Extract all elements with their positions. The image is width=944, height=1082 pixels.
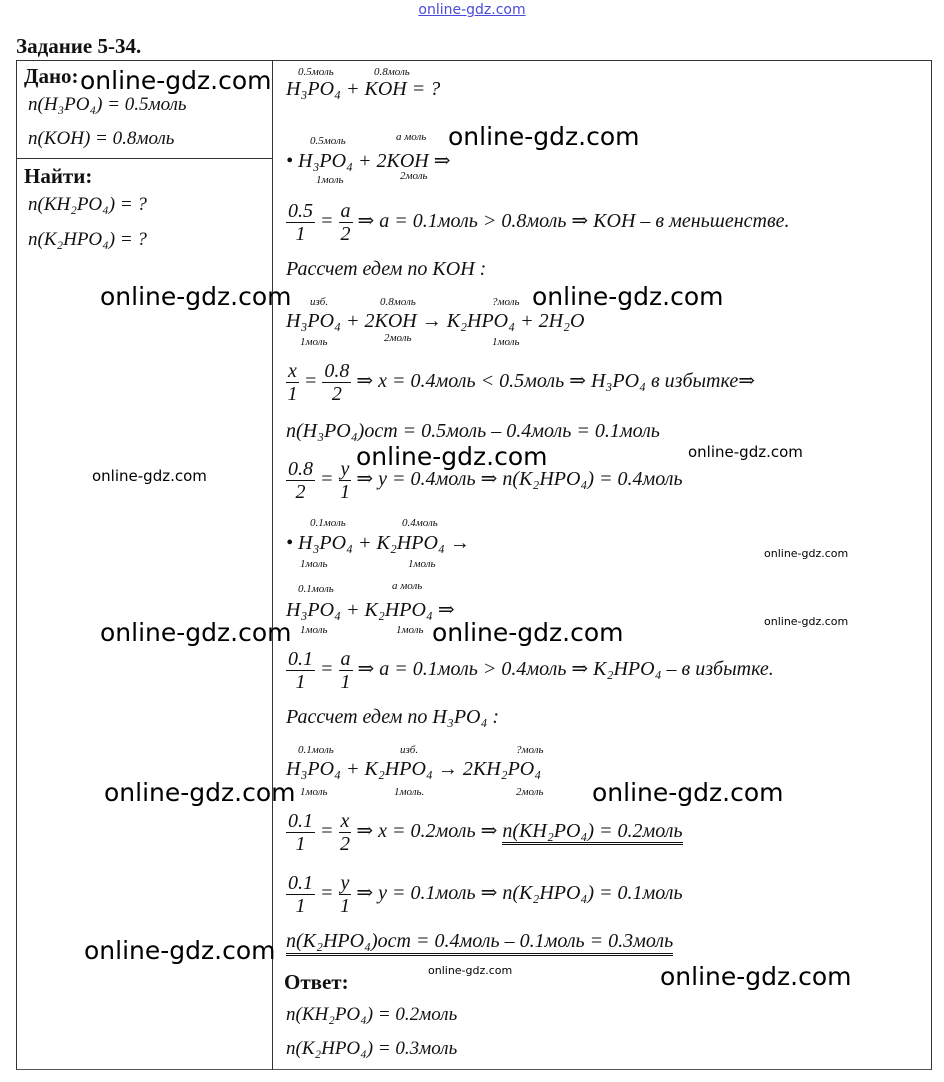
given-line: n(KOH) = 0.8моль [28, 128, 175, 149]
amount-label: ?моль [516, 744, 544, 756]
amount-label: 2моль [384, 332, 412, 344]
watermark: online-gdz.com [100, 618, 292, 647]
amount-label: 1моль [300, 336, 328, 348]
watermark: online-gdz.com [660, 962, 852, 991]
amount-label: 2моль [516, 786, 544, 798]
find-line: n(K₂HPO₄) = ? [28, 229, 147, 250]
fraction-denominator: 1 [339, 895, 350, 917]
amount-label: 0.5моль [298, 66, 334, 78]
fraction-denominator: 2 [339, 833, 350, 855]
amount-label: 0.1моль [298, 583, 334, 595]
reaction-equation: H₃PO₄ + KOH = ? [286, 78, 441, 100]
fraction-numerator: 0.8 [288, 458, 313, 480]
fraction-numerator: 0.8 [324, 360, 350, 382]
reaction-equation: • H₃PO₄ + K₂HPO₄ → [286, 532, 470, 554]
given-find-divider [16, 158, 273, 159]
fraction-denominator: 1 [295, 895, 306, 917]
amount-label: 1моль [300, 624, 328, 636]
fraction-denominator: 2 [331, 383, 342, 405]
fraction-numerator: y [340, 872, 350, 894]
proportion-result: ⇒ x = 0.4моль < 0.5моль ⇒ H₃PO₄ в избытке⇒ [356, 370, 755, 393]
proportion-step: ⇒ x = 0.2моль ⇒ [356, 820, 498, 843]
result-kh2po4: n(KH₂PO₄) = 0.2моль [502, 820, 682, 845]
proportion-result: ⇒ y = 0.4моль ⇒ n(K₂HPO₄) = 0.4моль [356, 468, 683, 491]
fraction-denominator: 1 [339, 481, 350, 503]
amount-label: 1моль [316, 174, 344, 186]
answer-line: n(K₂HPO₄) = 0.3моль [286, 1038, 458, 1059]
amount-label: ?моль [492, 296, 520, 308]
proportion-line: $\frac{x}{1}$ = $\frac{0.8}{2}$ ⇒ x = 0.4моль < 0.5моль ⇒ H₃PO₄ в избытке⇒ [287, 360, 755, 405]
proportion-line: $\frac{0.1}{1}$ = $\frac{y}{1}$ ⇒ y = 0.1моль ⇒ n(K₂HPO₄) = 0.1моль [288, 872, 683, 917]
watermark: online-gdz.com [432, 618, 624, 647]
answer-label: Ответ: [284, 970, 349, 994]
watermark: online-gdz.com [764, 615, 849, 628]
watermark: online-gdz.com [100, 282, 292, 311]
amount-label: 1моль [300, 786, 328, 798]
fraction-denominator: 1 [340, 671, 351, 693]
fraction-denominator: 1 [295, 671, 306, 693]
fraction-denominator: 2 [295, 481, 306, 503]
amount-label: изб. [310, 296, 329, 308]
watermark: online-gdz.com [592, 778, 784, 807]
site-header-link[interactable]: online-gdz.com [418, 2, 526, 18]
proportion-line: $\frac{0.1}{1}$ = $\frac{a}{1}$ ⇒ a = 0.1моль > 0.4моль ⇒ K₂HPO₄ – в избытке. [288, 648, 774, 693]
fraction-numerator: a [340, 648, 351, 670]
amount-label: 0.8моль [374, 66, 410, 78]
amount-label: изб. [400, 744, 419, 756]
fraction-numerator: 0.5 [288, 200, 313, 222]
calculation-note: Рассчет едем по H₃PO₄ : [286, 706, 500, 728]
column-divider [272, 60, 273, 1070]
amount-label: 1моль [300, 558, 328, 570]
watermark: online-gdz.com [448, 122, 640, 151]
answer-line: n(KH₂PO₄) = 0.2моль [286, 1004, 458, 1025]
fraction-numerator: x [340, 810, 350, 832]
remainder-line: n(H₃PO₄)ост = 0.5моль – 0.4моль = 0.1моль [286, 420, 660, 442]
proportion-line: $\frac{0.1}{1}$ = $\frac{x}{2}$ ⇒ x = 0.2моль ⇒ n(KH₂PO₄) = 0.2моль [288, 810, 683, 855]
amount-label: 0.1моль [310, 517, 346, 529]
amount-label: a моль [396, 131, 427, 143]
proportion-result: ⇒ a = 0.1моль > 0.4моль ⇒ K₂HPO₄ – в избытке. [357, 658, 774, 681]
proportion-line: $\frac{0.8}{2}$ = $\frac{y}{1}$ ⇒ y = 0.4моль ⇒ n(K₂HPO₄) = 0.4моль [288, 458, 683, 503]
fraction-numerator: x [288, 360, 297, 382]
watermark: online-gdz.com [428, 964, 513, 977]
amount-label: 0.1моль [298, 744, 334, 756]
proportion-result: ⇒ a = 0.1моль > 0.8моль ⇒ KOH – в меньшенстве. [357, 210, 790, 233]
amount-label: 1моль [492, 336, 520, 348]
watermark: online-gdz.com [532, 282, 724, 311]
watermark: online-gdz.com [104, 778, 296, 807]
amount-label: 0.4моль [402, 517, 438, 529]
amount-label: 0.5моль [310, 135, 346, 147]
find-line: n(KH₂PO₄) = ? [28, 194, 147, 215]
task-title: Задание 5-34. [16, 34, 142, 58]
reaction-equation: H₃PO₄ + 2KOH → K₂HPO₄ + 2H₂O [286, 310, 585, 332]
amount-label: 1моль [396, 624, 424, 636]
watermark: online-gdz.com [356, 442, 548, 471]
amount-label: 0.8моль [380, 296, 416, 308]
fraction-denominator: 1 [295, 223, 306, 245]
amount-label: 2моль [400, 170, 428, 182]
fraction-denominator: 2 [340, 223, 351, 245]
watermark: online-gdz.com [764, 547, 849, 560]
amount-label: 1моль. [394, 786, 425, 798]
fraction-numerator: y [340, 458, 350, 480]
watermark: online-gdz.com [688, 443, 803, 461]
calculation-note: Рассчет едем по KOH : [286, 258, 487, 280]
fraction-numerator: 0.1 [288, 872, 313, 894]
given-line: n(H₃PO₄) = 0.5моль [28, 94, 187, 115]
reaction-equation: • H₃PO₄ + 2KOH ⇒ [286, 150, 451, 172]
watermark: online-gdz.com [80, 66, 272, 95]
fraction-numerator: a [340, 200, 351, 222]
watermark: online-gdz.com [92, 467, 207, 485]
fraction-numerator: 0.1 [288, 648, 313, 670]
remainder-line: n(K₂HPO₄)ост = 0.4моль – 0.1моль = 0.3моль [286, 930, 673, 956]
reaction-equation: H₃PO₄ + K₂HPO₄ ⇒ [286, 599, 455, 621]
fraction-denominator: 1 [287, 383, 298, 405]
watermark: online-gdz.com [84, 936, 276, 965]
amount-label: a моль [392, 580, 423, 592]
reaction-equation: H₃PO₄ + K₂HPO₄ → 2KH₂PO₄ [286, 758, 542, 780]
find-label: Найти: [24, 164, 93, 188]
fraction-denominator: 1 [295, 833, 306, 855]
proportion-line: $\frac{0.5}{1}$ = $\frac{a}{2}$ ⇒ a = 0.1моль > 0.8моль ⇒ KOH – в меньшенстве. [288, 200, 790, 245]
proportion-result: ⇒ y = 0.1моль ⇒ n(K₂HPO₄) = 0.1моль [356, 882, 683, 905]
amount-label: 1моль [408, 558, 436, 570]
fraction-numerator: 0.1 [288, 810, 313, 832]
given-label: Дано: [24, 64, 79, 88]
